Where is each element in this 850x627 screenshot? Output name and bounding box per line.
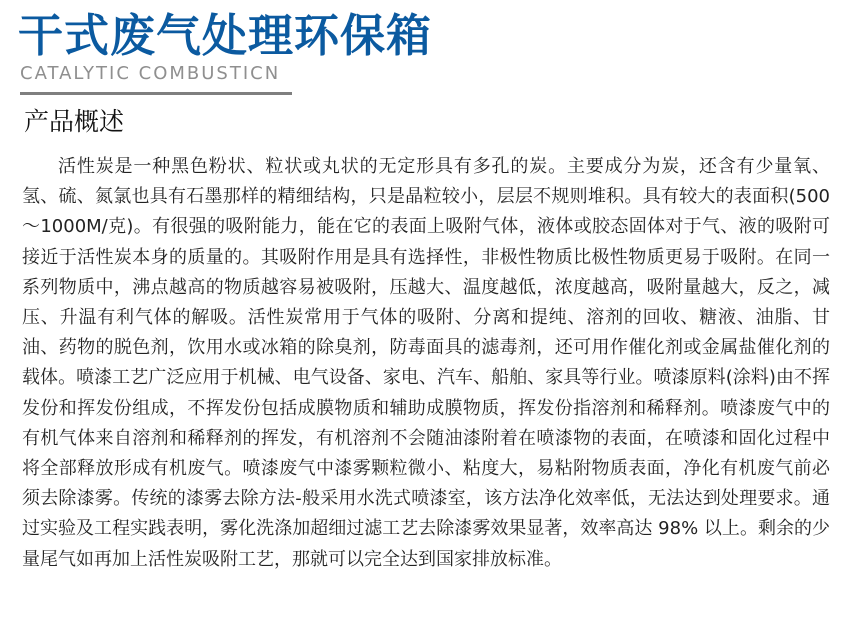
header-divider xyxy=(20,92,292,95)
page-title: 干式废气处理环保箱 xyxy=(18,9,433,62)
section-body-text: 活性炭是一种黑色粉状、粒状或丸状的无定形具有多孔的炭。主要成分为炭，还含有少量氧、氢、硫、氮氯也具有石墨那样的精细结构，只是晶粒较小，层层不规则堆积。具有较大的表面积(500～1000M/克)。有很强的吸附能力，能在它的表面上吸附气体，液体或胶态固体对于气、液的吸附可接近于活性炭本身的质量的。其吸附作用是具有选择性，非极性物质比极性物质更易于吸附。在同一系列物质中，沸点越高的物质越容易被吸附，压越大、温度越低，浓度越高，吸附量越大，反之，减压、升温有利气体的解吸。活性炭常用于气体的吸附、分离和提纯、溶剂的回收、糖液、油脂、甘油、药物的脱色剂，饮用水或冰箱的除臭剂，防毒面具的滤毒剂，还可用作催化剂或金属盐催化剂的载体。喷漆工艺广泛应用于机械、电气设备、家电、汽车、船舶、家具等行业。喷漆原料(涂料)由不挥发份和挥发份组成，不挥发份包括成膜物质和辅助成膜物质，挥发份指溶剂和稀释剂。喷漆废气中的有机气体来自溶剂和稀释剂的挥发，有机溶剂不会随油漆附着在喷漆物的表面，在喷漆和固化过程中将全部释放形成有机废气。喷漆废气中漆雾颗粒微小、粘度大，易粘附物质表面，净化有机废气前必须去除漆雾。传统的漆雾去除方法-般采用水洗式喷漆室，该方法净化效率低，无法达到处理要求。通过实验及工程实践表明，雾化洗涤加超细过滤工艺去除漆雾效果显著，效率高达 98% 以上。剩余的少量尾气如再加上活性炭吸附工艺，那就可以完全达到国家排放标准。 xyxy=(22,156,830,570)
section-heading: 产品概述 xyxy=(24,107,125,136)
page-subtitle: CATALYTIC COMBUSTICN xyxy=(20,63,281,84)
